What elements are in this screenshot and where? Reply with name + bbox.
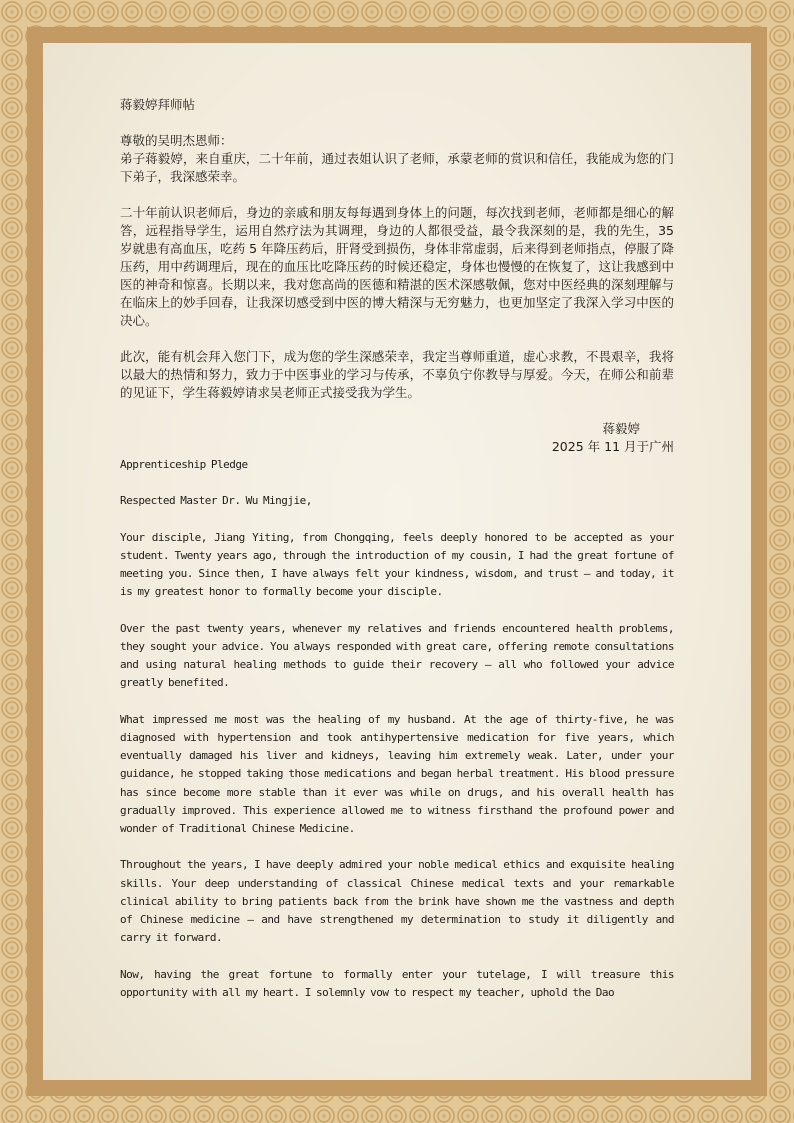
chinese-signature-name: 蒋毅婷 [602, 421, 640, 436]
english-paragraph-5: Now, having the great fortune to formally enter your tutelage, I will treasure this opportunity with all my heart. I solemnly vow to respect my teacher, uphold the Dao [120, 967, 674, 999]
english-paragraph-1: Your disciple, Jiang Yiting, from Chongqing, feels deeply honored to be accepted as your student. Twenty years ago, through the introduction of my cousin, I had the great fortune of meeting you. Since then, I have always felt your kindness, wisdom, and trust — and today, it is my greatest honor to formally become your disciple. [120, 530, 674, 599]
chinese-paragraph-2: 二十年前认识老师后，身边的亲戚和朋友每每遇到身体上的问题，每次找到老师，老师都是细心的解答，远程指导学生，运用自然疗法为其调理，身边的人都很受益，最令我深刻的是，我的先生，35 岁就患有高血压，吃药 5 年降压药后，肝肾受到损伤，身体非常虚弱，后来得到老师指点，停服了降压药，用中药调理后，现在的血压比吃降压药的时候还稳定，身体也慢慢的在恢复了，这让我感到中医的神奇和惊喜。长期以来，我对您高尚的医德和精湛的医术深感敬佩，您对中医经典的深刻理解与在临床上的妙手回春，让我深切感受到中医的博大精深与无穷魅力，也更加坚定了我深入学习中医的决心。 [120, 205, 674, 328]
letter-paper [43, 43, 751, 1080]
english-paragraph-3: What impressed me most was the healing of my husband. At the age of thirty-five, he was diagnosed with hypertension and took antihypertensive medication for five years, which eventually damaged his liver and kidneys, leaving him extremely weak. Later, under your guidance, he stopped taking those medications and began herbal treatment. His blood pressure has since become more stable than it ever was while on drugs, and his overall health has gradually improved. This experience allowed me to witness firsthand the profound power and wonder of Traditional Chinese Medicine. [120, 712, 674, 835]
letter-content [120, 96, 674, 1002]
chinese-signature-date: 2025 年 11 月于广州 [551, 439, 674, 454]
chinese-salutation: 尊敬的吴明杰恩师： [120, 133, 233, 148]
english-salutation: Respected Master Dr. Wu Mingjie, [120, 494, 312, 508]
chinese-paragraph-3: 此次，能有机会拜入您门下，成为您的学生深感荣幸，我定当尊师重道，虚心求教，不畏艰辛，我将以最大的热情和努力，致力于中医事业的学习与传承，不辜负宁你教导与厚爱。今天，在师公和前辈的见证下，学生蒋毅婷请求吴老师正式接受我为学生。 [120, 349, 674, 400]
english-paragraph-2: Over the past twenty years, whenever my relatives and friends encountered health problems, they sought your advice. You always responded with great care, offering remote consultations and using natural healing methods to guide their recovery — all who followed your advice greatly benefited. [120, 621, 674, 690]
chinese-title: 蒋毅婷拜师帖 [120, 97, 196, 112]
english-title: Apprenticeship Pledge [120, 458, 248, 471]
chinese-paragraph-1: 弟子蒋毅婷，来自重庆，二十年前，通过表姐认识了老师，承蒙老师的赏识和信任，我能成为您的门下弟子，我深感荣幸。 [120, 151, 674, 184]
english-paragraph-4: Throughout the years, I have deeply admired your noble medical ethics and exquisite healing skills. Your deep understanding of classical Chinese medical texts and your remarkable clinical ability to bring patients back from the brink have shown me the vastness and depth of Chinese medicine — and have strengthened my determination to study it diligently and carry it forward. [120, 858, 674, 945]
